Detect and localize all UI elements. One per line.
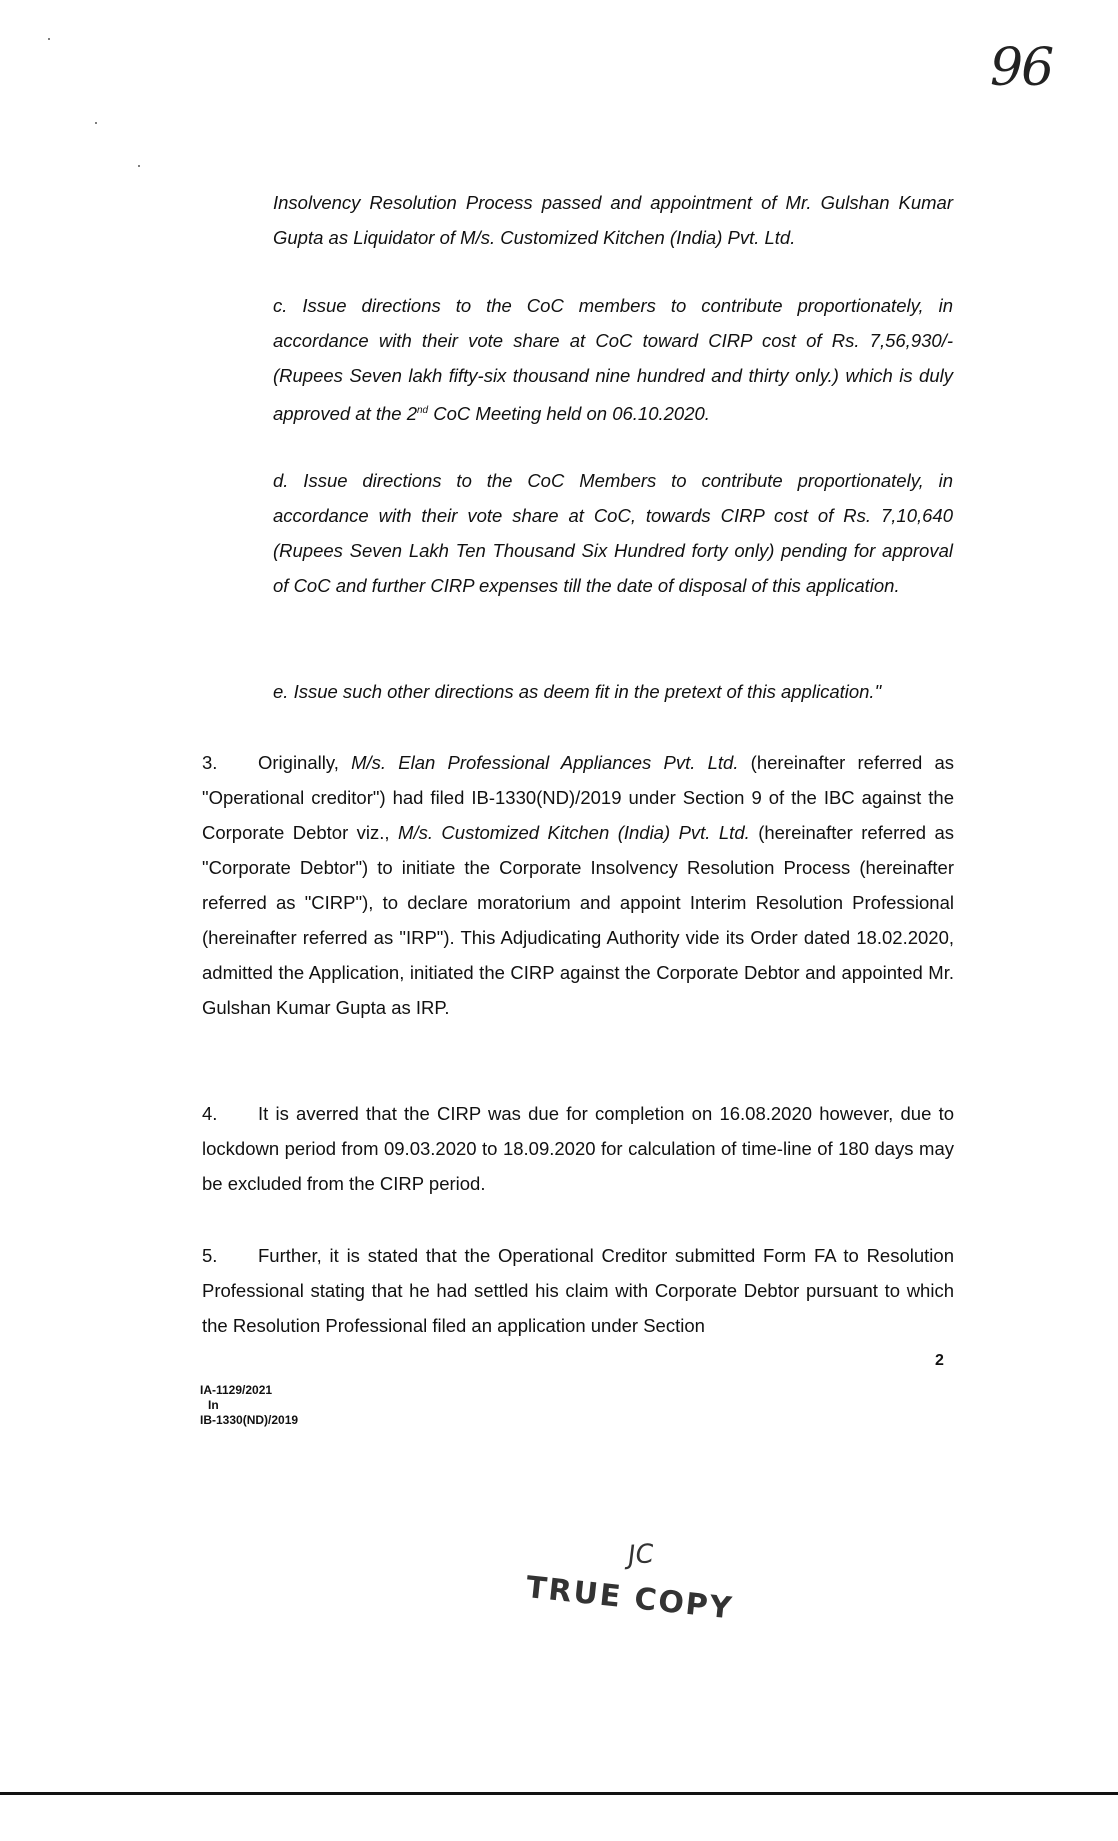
case-reference-line: IB-1330(ND)/2019 bbox=[200, 1413, 299, 1427]
handwritten-page-number: 96 bbox=[990, 38, 1053, 98]
para-segment: Originally, bbox=[258, 752, 352, 773]
quote-item-c-text bbox=[273, 288, 953, 431]
scan-speck bbox=[138, 165, 140, 167]
paragraph-5 bbox=[202, 1238, 954, 1343]
para-segment: (hereinafter referred as "Operational creditor") had filed IB-1330(ND)/2019 under Section 9 of the IBC against the Corporate Debtor viz., bbox=[202, 752, 955, 843]
scan-bottom-edge bbox=[0, 1792, 1118, 1795]
item-c-tail: CoC Meeting held on 06.10.2020. bbox=[428, 403, 710, 425]
stamp-text: TRUE COPY bbox=[524, 1570, 735, 1627]
paragraph-number: 3. bbox=[202, 752, 218, 773]
paragraph-number: 5. bbox=[202, 1245, 218, 1266]
paragraph-5-text bbox=[202, 1238, 954, 1343]
scan-speck bbox=[95, 122, 97, 124]
quote-item-e bbox=[273, 674, 953, 709]
stamp-initials: JC bbox=[626, 1539, 655, 1571]
para-segment: (hereinafter referred as "Corporate Debtor") to initiate the Corporate Insolvency Resolution Process (hereinafter referred as "CIRP"), to declare moratorium and appoint Interim Resolution Professional (hereinafter referred as "IRP"). This Adjudicating Authority vide its Order dated 18.02.2020, admitted the Application, initiated the CIRP against the Corporate Debtor and appointed Mr. Gulshan Kumar Gupta as IRP. bbox=[202, 822, 955, 1018]
quote-item-c bbox=[273, 288, 953, 431]
page-number: 2 bbox=[935, 1352, 944, 1369]
paragraph-number: 4. bbox=[202, 1103, 218, 1124]
paragraph-4-text bbox=[202, 1096, 954, 1201]
quote-item-d-text: d. Issue directions to the CoC Members to contribute proportionately, in accordance with their vote share at CoC, towards CIRP cost of Rs. 7,10,640 (Rupees Seven Lakh Ten Thousand Six Hundred forty only) pending for approval of CoC and further CIRP expenses till the date of disposal of this application. bbox=[273, 470, 953, 596]
case-reference-line: In bbox=[208, 1398, 219, 1412]
paragraph-3-text bbox=[202, 745, 954, 1025]
quote-item-d bbox=[273, 463, 953, 603]
quote-continuation-text: Insolvency Resolution Process passed and appointment of Mr. Gulshan Kumar Gupta as Liquidator of M/s. Customized Kitchen (India) Pvt. Ltd. bbox=[273, 192, 953, 248]
quote-continuation bbox=[273, 185, 953, 255]
para-segment-italic: M/s. Customized Kitchen (India) Pvt. Ltd. bbox=[398, 822, 750, 843]
para-segment: It is averred that the CIRP was due for completion on 16.08.2020 however, due to lockdown period from 09.03.2020 to 18.09.2020 for calculation of time-line of 180 days may be excluded from the CIRP period. bbox=[202, 1103, 954, 1194]
para-segment: Further, it is stated that the Operational Creditor submitted Form FA to Resolution Professional stating that he had settled his claim with Corporate Debtor pursuant to which the Resolution Professional filed an application under Section bbox=[202, 1245, 954, 1336]
paragraph-4 bbox=[202, 1096, 954, 1201]
scan-speck bbox=[48, 38, 50, 40]
case-reference-line: IA-1129/2021 bbox=[200, 1383, 273, 1397]
item-c-superscript: nd bbox=[417, 405, 429, 416]
case-reference bbox=[200, 1383, 298, 1428]
paragraph-3 bbox=[202, 745, 954, 1025]
para-segment-italic: M/s. Elan Professional Appliances Pvt. Ltd. bbox=[351, 752, 739, 773]
quote-item-e-text: e. Issue such other directions as deem fit in the pretext of this application." bbox=[273, 681, 882, 702]
item-c-main: c. Issue directions to the CoC members to contribute proportionately, in accordance with their vote share at CoC toward CIRP cost of Rs. 7,56,930/- (Rupees Seven lakh fifty-six thousand nine hundred and thirty only.) which is duly approved at the 2 bbox=[273, 295, 953, 425]
true-copy-stamp bbox=[524, 1539, 758, 1630]
